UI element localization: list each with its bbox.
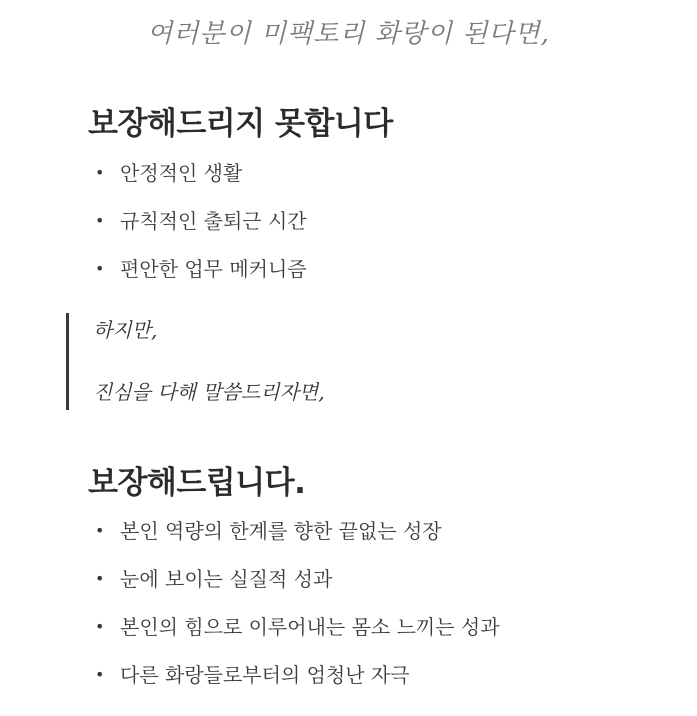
- list-item-text: 안정적인 생활: [120, 161, 243, 185]
- list-item-text: 다른 화랑들로부터의 엄청난 자극: [120, 663, 410, 687]
- heading-guaranteed: 보장해드립니다.: [88, 465, 306, 501]
- bullet-icon: •: [95, 211, 105, 230]
- quote-line-however: 하지만,: [93, 318, 158, 342]
- list-item-text: 규칙적인 출퇴근 시간: [120, 209, 307, 233]
- list-item-text: 눈에 보이는 실질적 성과: [120, 567, 333, 591]
- heading-not-guaranteed: 보장해드리지 못합니다: [88, 106, 393, 142]
- bullet-icon: •: [95, 163, 105, 182]
- blockquote: [66, 313, 569, 410]
- list-item-text: 본인의 힘으로 이루어내는 몸소 느끼는 성과: [120, 615, 500, 639]
- bullet-icon: •: [95, 521, 105, 540]
- quote-line-sincerely: 진심을 다해 말씀드리자면,: [93, 380, 325, 404]
- list-item-text: 편안한 업무 메커니즘: [120, 257, 307, 281]
- intro-line: 여러분이 미팩토리 화랑이 된다면,: [147, 19, 550, 49]
- list-item-text: 본인 역량의 한계를 향한 끝없는 성장: [120, 519, 442, 543]
- bullet-icon: •: [95, 617, 105, 636]
- bullet-icon: •: [95, 259, 105, 278]
- bullet-icon: •: [95, 569, 105, 588]
- bullet-icon: •: [95, 665, 105, 684]
